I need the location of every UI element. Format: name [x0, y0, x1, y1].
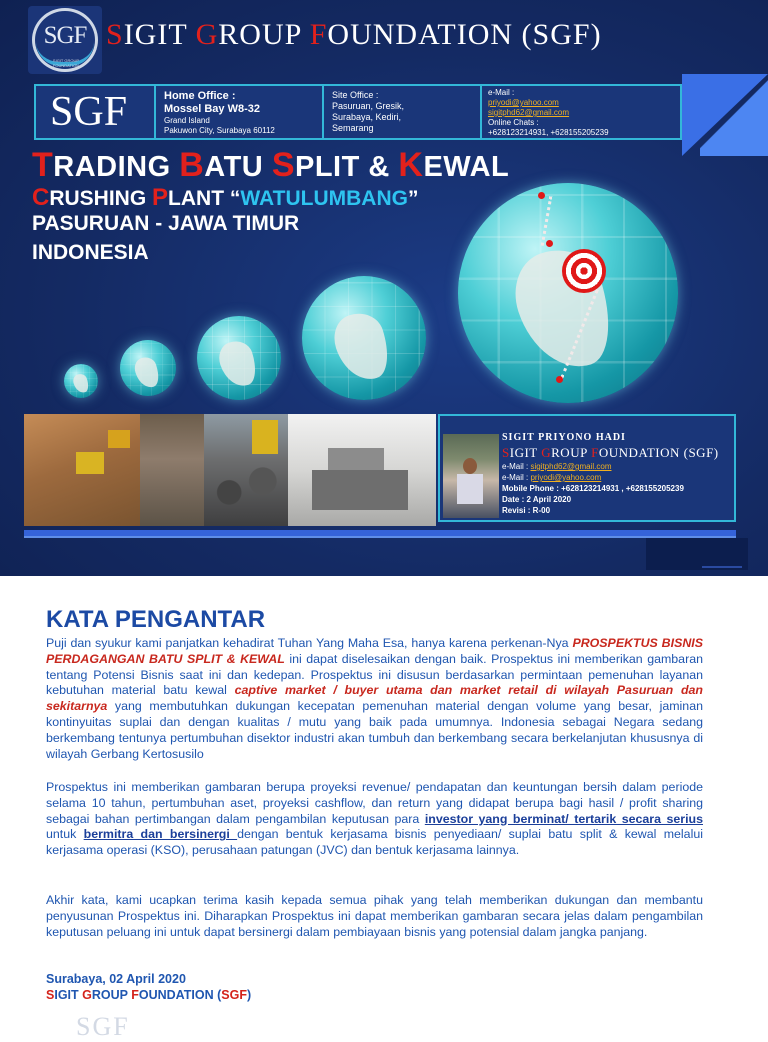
contact-date: Date : 2 April 2020	[502, 495, 572, 504]
email-link[interactable]: priyodi@yahoo.com	[530, 473, 602, 482]
rock-face-photo	[140, 414, 204, 526]
email-contacts: e-Mail : priyodi@yahoo.com sigitphd62@gmail.com Online Chats : +628123214931, +628155205239	[488, 88, 609, 137]
globe-icon	[64, 364, 98, 398]
contact-name: SIGIT PRIYONO HADI	[502, 432, 626, 443]
faint-logo: SGF	[76, 1012, 130, 1041]
site-office: Site Office : Pasuruan, Gresik, Surabaya, Kediri, Semarang	[332, 90, 405, 133]
contact-phone: Mobile Phone : +628123214931 , +628155205239	[502, 484, 684, 493]
target-icon	[562, 249, 606, 293]
contact-org: SIGIT GROUP FOUNDATION (SGF)	[502, 445, 719, 460]
logo-text: SGF	[43, 22, 87, 49]
crushing-plant-photo	[288, 414, 436, 526]
header-logo: SGF	[50, 89, 128, 135]
cover-dark-line	[702, 566, 742, 568]
headline-location: PASURUAN - JAWA TIMUR	[32, 212, 300, 235]
home-office: Home Office : Mossel Bay W8-32 Grand Island Pakuwon City, Surabaya 60112	[164, 90, 275, 135]
headline-trading: TRADING BATU SPLIT & KEWAL	[32, 146, 510, 184]
headline-crushing-plant: CRUSHING PLANT “WATULUMBANG”	[32, 184, 419, 211]
quarry-trucks-photo	[24, 414, 140, 526]
contact-email: e-Mail : sigitphd62@gmail.com	[502, 462, 612, 471]
person-photo	[443, 434, 499, 518]
paragraph-intro: Puji dan syukur kami panjatkan kehadirat Tuhan Yang Maha Esa, hanya karena perkenan-Nya PROSPEKTUS BISNIS PERDAGANGAN BATU SPLIT & KEWAL ini dapat diselesaikan dengan baik. Prospektus ini memberikan gambaran tentang Potensi Bisnis saat ini dan kedepan. Prospektus ini disusun berdasarkan permintaan pemenuhan layanan kebutuhan material batu kewal captive market / buyer utama dan market retail di wilayah Pasuruan dan sekitarnya yang membutuhkan dukungan kecepatan pemenuhan material dengan volume yang besar, jaminan kontinyuitas suplai dan dengan kualitas / mutu yang baik pada umumnya. Indonesia sebagai Negara sedang berkembang tentunya pertumbuhan disektor industri akan tumbuh dan berkembang secara berkelanjutan khususnya di wilayah Gerbang Kertosusilo	[46, 636, 703, 761]
header-divider	[480, 86, 482, 138]
signature-org: SIGIT GROUP FOUNDATION (SGF)	[46, 988, 252, 1002]
location-dot	[546, 240, 553, 247]
globe-icon	[197, 316, 281, 400]
email-link[interactable]: sigitphd62@gmail.com	[488, 108, 570, 117]
location-dot	[556, 376, 563, 383]
paragraph-prospectus: Prospektus ini memberikan gambaran berupa proyeksi revenue/ pendapatan dan keuntungan bersih dalam periode selama 10 tahun, pertumbuhan aset, proyeksi cashflow, dan return yang didapat berupa bagi hasil / profit sharing sebagai bahan pertimbangan dalam pengambilan keputusan para investor yang berminat/ tertarik secara serius untuk bermitra dan bersinergi dengan bentuk kerjasama bisnis penyediaan/ suplai batu split & kewal melalui kerjasama operasi (KSO), perusahaan patungan (JVC) dan bentuk kerjasama lainnya.	[46, 780, 703, 858]
globe-icon	[302, 276, 426, 400]
contact-card	[438, 414, 736, 522]
header-info-box	[34, 84, 682, 140]
logo-subtext: SIGIT GROUP FOUNDATION	[52, 58, 80, 68]
split-stone-photo	[204, 414, 288, 526]
headline-country: INDONESIA	[32, 241, 149, 264]
globe-icon	[120, 340, 176, 396]
cover-bottom-bar	[24, 536, 736, 538]
header-divider	[322, 86, 324, 138]
globe-icon	[458, 183, 678, 403]
contact-email: e-Mail : priyodi@yahoo.com	[502, 473, 602, 482]
signature-date: Surabaya, 02 April 2020	[46, 972, 186, 986]
photo-strip	[24, 414, 436, 526]
paragraph-closing: Akhir kata, kami ucapkan terima kasih kepada semua pihak yang telah memberikan dukungan dan membantu penyusunan Prospektus ini. Diharapkan Prospektus ini dapat memberikan gambaran secara jelas dalam pengambilan keputusan peluang ini untuk dapat bersinergi dalam pembiayaan bisnis yang potensial dalam jangka panjang.	[46, 893, 703, 939]
contact-revision: Revisi : R-00	[502, 506, 551, 515]
location-dot	[538, 192, 545, 199]
section-title: KATA PENGANTAR	[46, 606, 266, 633]
org-title: SIGIT GROUP FOUNDATION (SGF)	[106, 18, 602, 51]
header-divider	[154, 86, 156, 138]
email-link[interactable]: sigitphd62@gmail.com	[530, 462, 612, 471]
email-link[interactable]: priyodi@yahoo.com	[488, 98, 559, 107]
corner-triangle-accent	[700, 74, 768, 156]
sgf-logo	[28, 6, 102, 74]
